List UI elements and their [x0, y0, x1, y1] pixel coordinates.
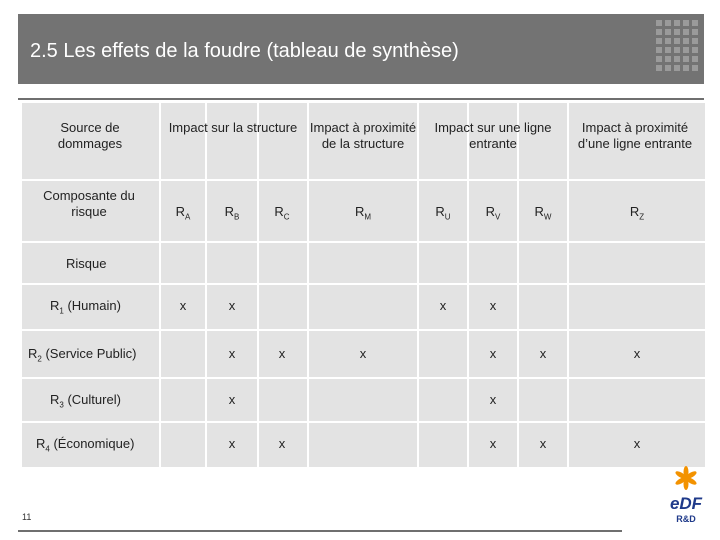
risk-mark: x — [359, 346, 367, 361]
risk-mark: x — [179, 298, 187, 313]
table-cell — [259, 243, 307, 283]
risk-mark: x — [228, 436, 236, 451]
risk-label-R1: $R_1$ (Humain) — [50, 298, 121, 316]
table-bottom-rule — [18, 530, 622, 532]
table-cell — [309, 423, 417, 467]
table-cell — [161, 243, 205, 283]
risk-mark: x — [228, 392, 236, 407]
table-cell — [419, 331, 467, 377]
risk-mark: x — [539, 436, 547, 451]
table-cell — [569, 243, 705, 283]
risk-mark: x — [278, 436, 286, 451]
risk-mark: x — [439, 298, 447, 313]
table-cell — [419, 423, 467, 467]
header-line: Impact sur une ligne entrante — [434, 120, 552, 151]
edf-logo — [662, 464, 710, 528]
table-cell — [161, 423, 205, 467]
header-risk: Risque — [66, 256, 107, 271]
table-cell — [207, 243, 257, 283]
risk-mark: x — [633, 346, 641, 361]
decorative-dot-grid — [656, 20, 698, 71]
risk-label-R2: $R_2$ (Service Public) — [28, 346, 137, 364]
risk-mark: x — [278, 346, 286, 361]
table-cell — [569, 285, 705, 329]
risk-mark: x — [489, 298, 497, 313]
component-RA: $R_A$ — [175, 204, 191, 222]
table-cell — [519, 243, 567, 283]
component-RU: $R_U$ — [435, 204, 451, 222]
header-source: Source de dommages — [57, 120, 123, 151]
table-cell — [207, 103, 257, 179]
table-cell — [309, 285, 417, 329]
table-cell — [519, 379, 567, 421]
table-cell — [569, 379, 705, 421]
table-top-rule — [18, 98, 704, 100]
risk-mark: x — [489, 392, 497, 407]
logo-sub-text: R&D — [676, 514, 696, 524]
table-cell — [309, 379, 417, 421]
page-number: 11 — [22, 512, 32, 522]
risk-mark: x — [539, 346, 547, 361]
header-structure: Impact sur la structure — [168, 120, 298, 135]
page-title: 2.5 Les effets de la foudre (tableau de synthèse) — [30, 40, 459, 62]
risk-mark: x — [228, 298, 236, 313]
component-RM: $R_M$ — [354, 204, 372, 222]
logo-brand-text: eDF — [669, 494, 703, 513]
table-cell — [519, 285, 567, 329]
risk-mark: x — [489, 346, 497, 361]
table-cell — [259, 103, 307, 179]
component-RV: $R_V$ — [485, 204, 501, 222]
table-cell — [161, 331, 205, 377]
header-proximity-structure: Impact à proximité de la structure — [309, 120, 417, 151]
component-RZ: $R_Z$ — [629, 204, 645, 222]
table-cell — [259, 379, 307, 421]
risk-mark: x — [228, 346, 236, 361]
risk-label-R3: $R_3$ (Culturel) — [50, 392, 121, 410]
header-proximity-line: Impact à proximité d’une ligne entrante — [577, 120, 693, 151]
component-RC: $R_C$ — [274, 204, 290, 222]
risk-label-R4: $R_4$ (Économique) — [36, 436, 135, 454]
component-RW: $R_W$ — [534, 204, 552, 222]
risk-mark: x — [633, 436, 641, 451]
table-cell — [419, 379, 467, 421]
table-cell — [259, 285, 307, 329]
header-component: Composante du risque — [43, 188, 135, 219]
table-cell — [419, 243, 467, 283]
component-RB: $R_B$ — [224, 204, 240, 222]
table-cell — [161, 379, 205, 421]
table-cell — [161, 103, 205, 179]
risk-mark: x — [489, 436, 497, 451]
table-cell — [469, 243, 517, 283]
table-cell — [309, 243, 417, 283]
